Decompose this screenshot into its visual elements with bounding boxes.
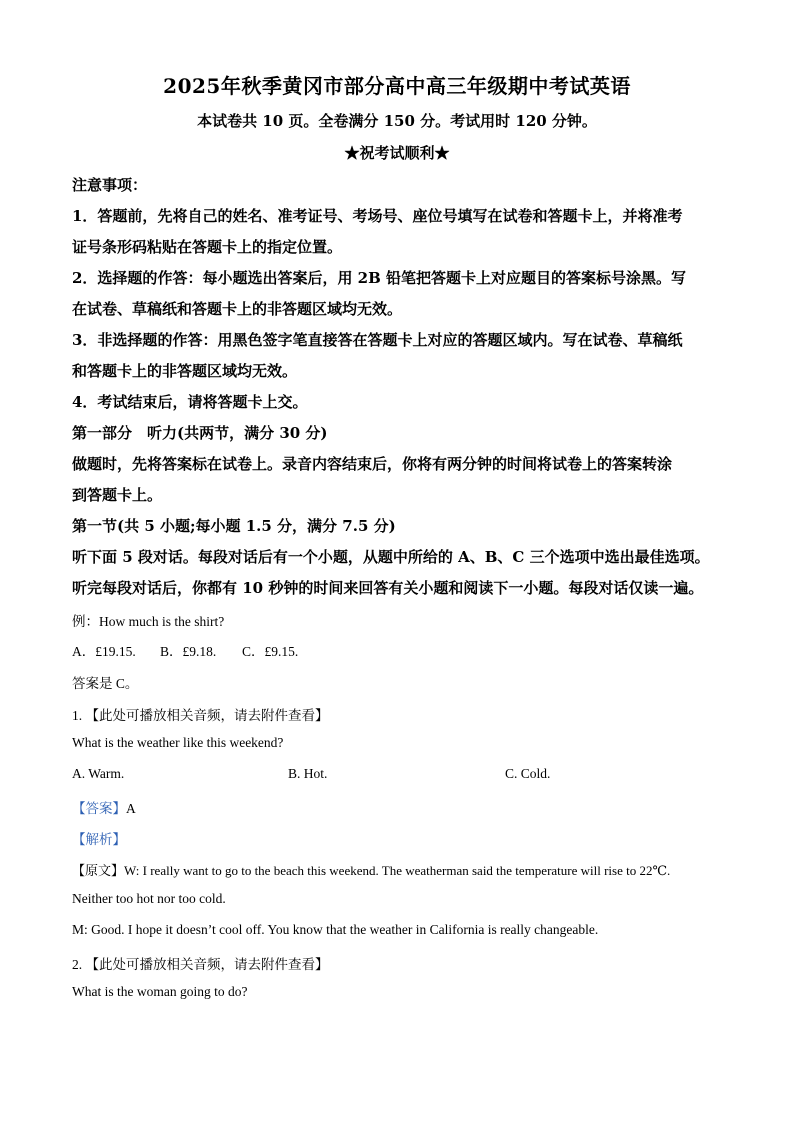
page-title: 2025年秋季黄冈市部分高中高三年级期中考试英语: [163, 74, 631, 98]
notice-line: 4．考试结束后，请将答题卡上交。: [72, 393, 308, 411]
q1-answer: [72, 797, 734, 817]
q1-script-line: 【原文】W: I really want to go to the beach this weekend. The weatherman said the temperature will rise to 22℃.: [72, 863, 671, 878]
notice-line: 在试卷、草稿纸和答题卡上的非答题区域均无效。: [72, 300, 403, 318]
notice-heading: 注意事项：: [72, 176, 148, 194]
q2-question: What is the woman going to do?: [72, 984, 248, 999]
part1-intro: 做题时，先将答案标在试卷上。录音内容结束后，你将有两分钟的时间将试卷上的答案转涂: [72, 455, 673, 473]
q1-audio-label[interactable]: 1. 【此处可播放相关音频，请去附件查看】: [72, 708, 329, 723]
q1-option-c: C. Cold.: [505, 766, 551, 781]
example-option: C．£9.15.: [242, 644, 299, 659]
q1-question: What is the weather like this weekend?: [72, 735, 284, 750]
q1-analysis-tag: 【解析】: [72, 832, 126, 847]
example-question: 例：How much is the shirt?: [72, 614, 225, 629]
q1-script-line: M: Good. I hope it doesn’t cool off. You know that the weather in California is really changeable.: [72, 922, 599, 937]
example-option: B．£9.18.: [160, 644, 217, 659]
example-answer: 答案是 C。: [72, 676, 139, 691]
q1-script-line: Neither too hot nor too cold.: [72, 891, 226, 906]
example-option: A．£19.15.: [72, 644, 136, 659]
exam-info: 本试卷共 10 页。全卷满分 150 分。考试用时 120 分钟。: [197, 112, 597, 130]
section1-intro: 听下面 5 段对话。每段对话后有一个小题，从题中所给的 A、B、C 三个选项中选出最佳选项。: [72, 548, 710, 566]
notice-line: 证号条形码粘贴在答题卡上的指定位置。: [72, 238, 343, 256]
notice-line: 2．选择题的作答：每小题选出答案后，用 2B 铅笔把答题卡上对应题目的答案标号涂黑。写: [72, 269, 687, 287]
answer-value: A: [126, 801, 136, 816]
section1-heading: 第一节(共 5 小题;每小题 1.5 分，满分 7.5 分): [72, 517, 396, 535]
notice-line: 1．答题前，先将自己的姓名、准考证号、考场号、座位号填写在试卷和答题卡上，并将准考: [72, 207, 683, 225]
section1-intro: 听完每段对话后，你都有 10 秒钟的时间来回答有关小题和阅读下一小题。每段对话仅读一遍。: [72, 579, 704, 597]
notice-line: 和答题卡上的非答题区域均无效。: [72, 362, 298, 380]
q1-option-b: B. Hot.: [288, 766, 328, 781]
notice-line: 3．非选择题的作答：用黑色签字笔直接答在答题卡上对应的答题区域内。写在试卷、草稿纸: [72, 331, 683, 349]
answer-tag: 【答案】: [72, 801, 126, 816]
part1-heading: 第一部分 听力(共两节，满分 30 分): [72, 424, 328, 442]
q1-option-a: A. Warm.: [72, 766, 125, 781]
part1-intro: 到答题卡上。: [72, 486, 163, 504]
good-luck-wish: ★祝考试顺利★: [344, 144, 450, 162]
q2-audio-label[interactable]: 2. 【此处可播放相关音频，请去附件查看】: [72, 957, 329, 972]
